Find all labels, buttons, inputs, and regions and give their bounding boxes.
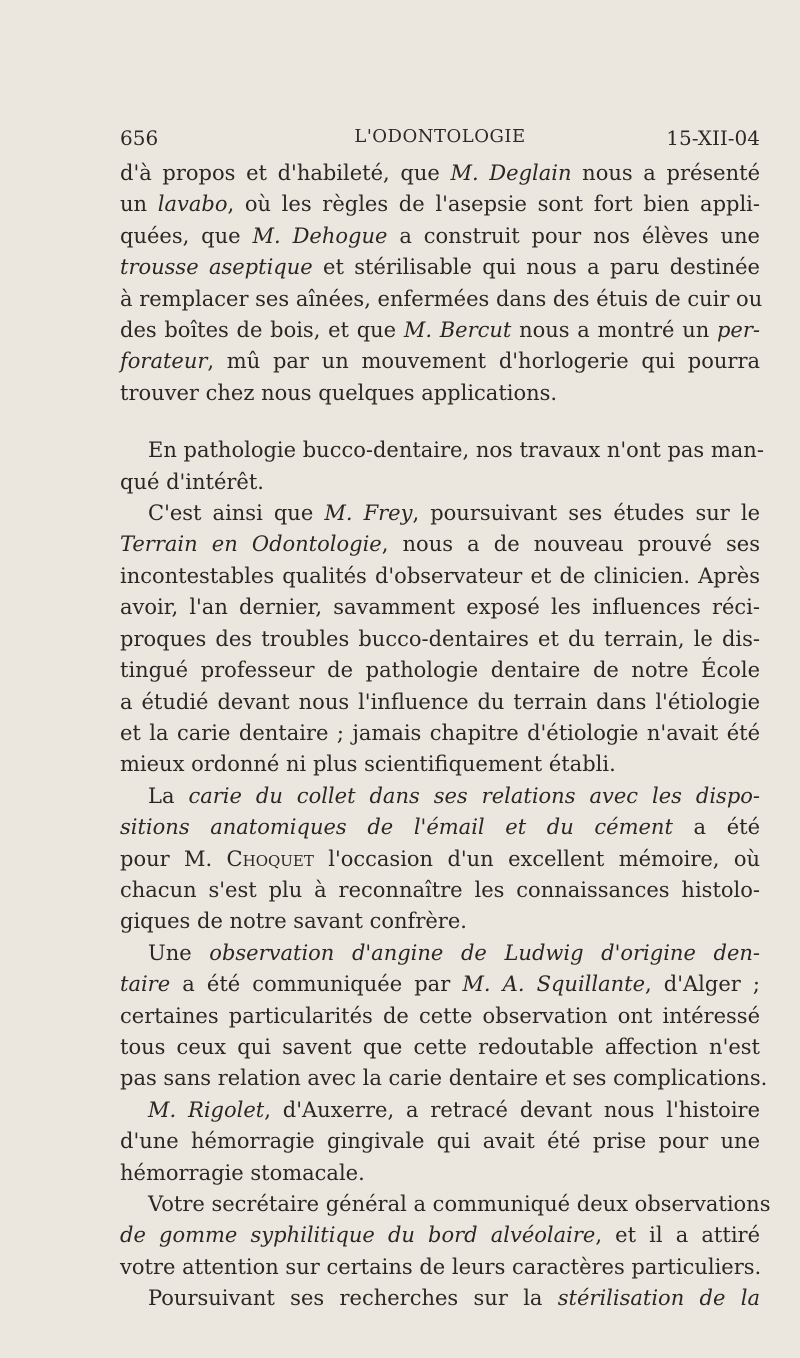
text-run: un bbox=[120, 192, 158, 217]
text-line bbox=[120, 467, 760, 498]
text-run: , d'Auxerre, a retracé devant nous l'histoire bbox=[264, 1097, 760, 1122]
text-run: et la carie dentaire ; jamais chapitre d'étiologie n'avait été bbox=[120, 720, 760, 745]
text-run: Poursuivant ses recherches sur la bbox=[148, 1286, 558, 1311]
italic-text: M. Bercut bbox=[403, 318, 512, 343]
text-line bbox=[120, 1252, 760, 1283]
text-run: a été communiquée par bbox=[170, 972, 463, 997]
paragraph bbox=[120, 435, 764, 498]
text-line bbox=[120, 1220, 760, 1251]
text-line bbox=[120, 687, 760, 718]
text-line bbox=[120, 284, 763, 315]
text-line bbox=[120, 655, 760, 686]
text-run: mieux ordonné ni plus scientifiquement établi. bbox=[120, 752, 616, 777]
paragraph bbox=[120, 1283, 760, 1314]
text-run: qué d'intérêt. bbox=[120, 469, 264, 494]
paragraph bbox=[120, 781, 760, 938]
text-run: tous ceux qui savent que cette redoutable affection n'est bbox=[120, 1034, 760, 1059]
italic-text: lavabo bbox=[157, 192, 228, 217]
text-run: certaines particularités de cette observation ont intéressé bbox=[120, 1003, 760, 1028]
text-line bbox=[120, 498, 760, 529]
text-run: , où les règles de l'asepsie sont fort bien appli- bbox=[227, 192, 760, 217]
text-run: incontestables qualités d'observateur et de clinicien. Après bbox=[120, 563, 760, 588]
text-run: l'occasion d'un excellent mémoire, où bbox=[313, 846, 760, 871]
text-run: C'est ainsi que bbox=[148, 501, 325, 526]
italic-text: M. Dehogue bbox=[252, 223, 388, 248]
text-run: d'à propos et d'habileté, que bbox=[120, 161, 451, 185]
italic-text: carie du collet dans ses relations avec les dispo- bbox=[188, 783, 760, 808]
italic-text: Terrain en Odontologie bbox=[120, 532, 382, 557]
italic-text: taire bbox=[120, 972, 171, 997]
text-run: et stérilisable qui nous a paru destinée bbox=[312, 255, 760, 280]
text-line bbox=[120, 906, 760, 937]
text-run: , d'Alger ; bbox=[645, 972, 760, 997]
body-text bbox=[120, 158, 771, 1315]
text-run: votre attention sur certains de leurs caractères particuliers. bbox=[120, 1254, 762, 1279]
text-run: Une bbox=[148, 940, 210, 965]
text-run: , nous a de nouveau prouvé ses bbox=[381, 532, 760, 557]
text-line bbox=[120, 718, 760, 749]
text-line bbox=[120, 969, 760, 1000]
text-line bbox=[120, 1189, 771, 1220]
text-run: quées, que bbox=[120, 223, 253, 248]
text-run: pas sans relation avec la carie dentaire et ses complications. bbox=[120, 1066, 768, 1091]
text-line bbox=[120, 1283, 760, 1314]
text-run: proques des troubles bucco-dentaires et du terrain, le dis- bbox=[120, 626, 760, 651]
text-run: , et il a attiré bbox=[595, 1223, 760, 1248]
text-line bbox=[120, 189, 760, 220]
paragraph bbox=[120, 158, 763, 409]
italic-text: forateur bbox=[120, 349, 208, 374]
italic-text: M. Deglain bbox=[450, 161, 572, 185]
text-run: d'une hémorragie gingivale qui avait été prise pour une bbox=[120, 1129, 760, 1154]
text-line bbox=[120, 158, 760, 189]
italic-text: trousse aseptique bbox=[120, 255, 313, 280]
text-line bbox=[120, 1032, 760, 1063]
text-run: des boîtes de bois, et que bbox=[120, 318, 404, 343]
text-line bbox=[120, 781, 760, 812]
text-run: giques de notre savant confrère. bbox=[120, 909, 467, 934]
italic-text: observation d'angine de Ludwig d'origine den- bbox=[209, 940, 761, 965]
text-line bbox=[120, 378, 760, 409]
text-run: à remplacer ses aînées, enfermées dans des étuis de cuir ou bbox=[120, 286, 763, 311]
paragraph bbox=[120, 1095, 760, 1189]
text-run: a étudié devant nous l'influence du terrain dans l'étiologie bbox=[120, 689, 760, 714]
paragraph bbox=[120, 498, 760, 781]
text-run: nous a présenté bbox=[571, 161, 761, 185]
italic-text: stérilisation de la bbox=[557, 1286, 760, 1311]
page-number: 656 bbox=[120, 126, 159, 150]
text-line bbox=[120, 529, 760, 560]
running-title: L'ODONTOLOGIE bbox=[354, 126, 526, 147]
text-line bbox=[120, 844, 760, 875]
text-run: trouver chez nous quelques applications. bbox=[120, 380, 558, 405]
issue-date: 15-XII-04 bbox=[666, 126, 760, 150]
italic-text: M. Rigolet bbox=[148, 1097, 265, 1122]
text-line bbox=[120, 221, 760, 252]
italic-text: M. Frey bbox=[324, 501, 413, 526]
paragraph bbox=[120, 1189, 771, 1283]
text-run: , mû par un mouvement d'horlogerie qui pourra bbox=[207, 349, 760, 374]
text-run: a construit pour nos élèves une bbox=[387, 223, 760, 248]
italic-text: M. A. Squillante bbox=[462, 972, 646, 997]
text-run: La bbox=[148, 783, 189, 808]
text-line bbox=[120, 1158, 760, 1189]
text-run: avoir, l'an dernier, savamment exposé les influences réci- bbox=[120, 595, 760, 620]
text-line bbox=[120, 938, 760, 969]
text-run: , poursuivant ses études sur le bbox=[412, 501, 760, 526]
text-line bbox=[120, 875, 760, 906]
small-caps-text: Choquet bbox=[226, 846, 314, 871]
text-line bbox=[120, 435, 764, 466]
text-run: Votre secrétaire général a communiqué deux observations bbox=[148, 1192, 771, 1216]
text-line bbox=[120, 812, 760, 843]
text-line bbox=[120, 1126, 760, 1157]
text-line bbox=[120, 749, 760, 780]
text-line bbox=[120, 346, 760, 377]
text-line bbox=[120, 1001, 760, 1032]
text-run: En pathologie bucco-dentaire, nos travaux n'ont pas man- bbox=[148, 438, 764, 463]
text-line bbox=[120, 1063, 768, 1094]
text-run: pour M. bbox=[120, 846, 227, 871]
text-line bbox=[120, 561, 760, 592]
text-line bbox=[120, 624, 760, 655]
italic-text: de gomme syphilitique du bord alvéolaire bbox=[120, 1223, 596, 1248]
text-run: hémorragie stomacale. bbox=[120, 1160, 365, 1185]
text-run: chacun s'est plu à reconnaître les connaissances histolo- bbox=[120, 877, 760, 902]
text-line bbox=[120, 315, 760, 346]
paragraph bbox=[120, 938, 768, 1095]
text-run: a été bbox=[672, 815, 760, 840]
text-line bbox=[120, 592, 760, 623]
text-line bbox=[120, 252, 760, 283]
paragraph-gap bbox=[120, 409, 760, 435]
italic-text: per- bbox=[716, 318, 760, 343]
text-run: nous a montré un bbox=[511, 318, 717, 343]
text-run: tingué professeur de pathologie dentaire de notre École bbox=[120, 658, 760, 683]
text-line bbox=[120, 1095, 760, 1126]
italic-text: sitions anatomiques de l'émail et du cément bbox=[120, 815, 673, 840]
